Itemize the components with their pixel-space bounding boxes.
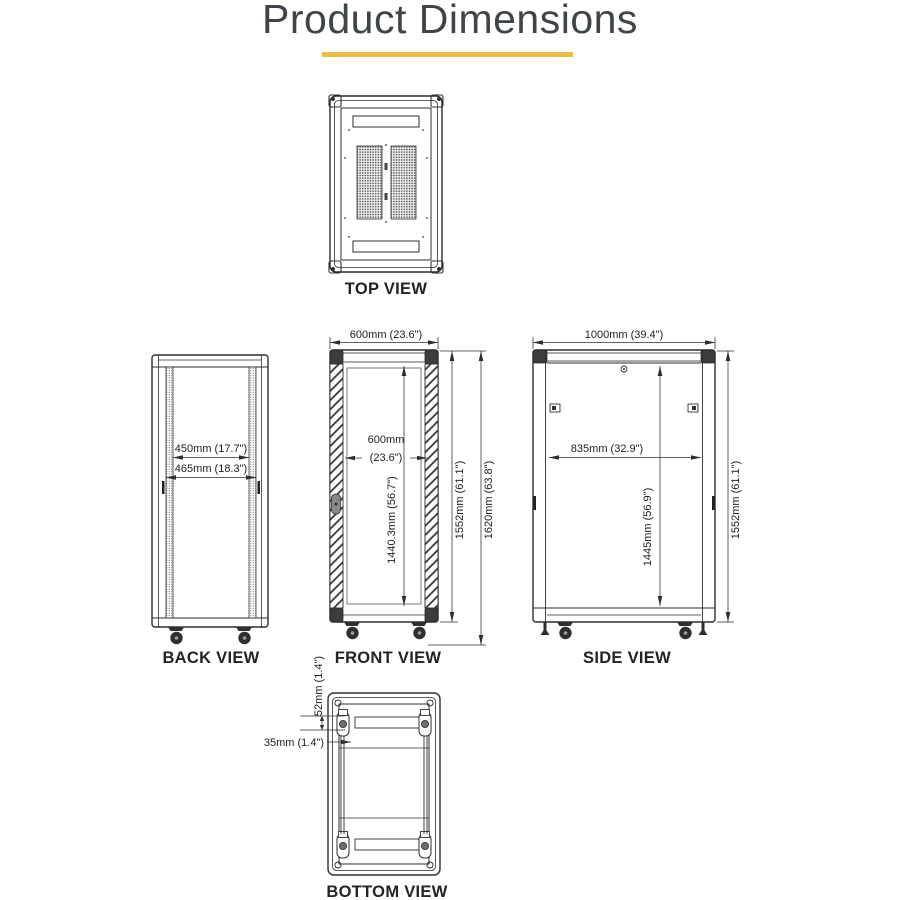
bottom-view-caster-bottom-right <box>419 832 431 859</box>
side-view-dim-inner-height-text: 1445mm (56.9") <box>642 487 654 567</box>
back-view-label: BACK VIEW <box>162 649 260 667</box>
front-view-dim-inner-width-text1: 600mm <box>367 434 405 446</box>
back-view-handle-left <box>162 481 165 494</box>
front-view-dim-overall-width-text: 600mm (23.6") <box>349 329 423 341</box>
top-view-label: TOP VIEW <box>344 280 428 298</box>
top-view <box>329 95 443 298</box>
side-view-foot-right <box>699 622 708 635</box>
back-view-rail-left <box>166 367 173 618</box>
back-view-dim-inner-width-text: 450mm (17.7") <box>174 443 248 455</box>
front-view-dim-body-height-text: 1552mm (61.1") <box>454 460 466 540</box>
side-view-vent-hole <box>621 366 627 372</box>
front-view-post-right <box>425 364 438 608</box>
bottom-view-caster-top-left <box>337 710 349 737</box>
side-view <box>533 329 742 667</box>
side-view-dim-body-height <box>717 351 742 622</box>
back-view-rail-right <box>249 367 256 618</box>
side-view-dim-overall-depth <box>533 329 715 349</box>
side-view-caster-right <box>677 622 693 639</box>
side-view-foot-left <box>541 622 550 635</box>
side-view-dim-inner-depth-text: 835mm (32.9") <box>570 443 644 455</box>
bottom-view-caster-top-right <box>419 710 431 737</box>
bottom-view <box>264 656 448 900</box>
bottom-view-label: BOTTOM VIEW <box>326 883 448 900</box>
front-view-dim-body-height <box>440 351 486 622</box>
side-view-caster-left <box>557 622 573 639</box>
side-view-body <box>533 350 715 622</box>
front-view-caster-left <box>344 622 360 639</box>
front-view-caster-right <box>411 622 427 639</box>
side-view-dim-overall-depth-text: 1000mm (39.4") <box>584 329 664 341</box>
bottom-view-caster-bottom-left <box>337 832 349 859</box>
back-view <box>152 355 268 667</box>
top-view-frame <box>329 95 443 273</box>
front-view-dim-overall-width <box>330 329 438 349</box>
top-view-vent-right <box>391 146 416 219</box>
back-view-handle-right <box>258 481 261 494</box>
bottom-view-dim-rail-width-text: 35mm (1.4") <box>263 737 324 749</box>
front-view-dim-inner-width-text2: (23.6") <box>369 452 403 464</box>
front-view-dim-inner-height-text: 1440.3mm (56.7") <box>386 476 398 564</box>
back-view-dim-outer-width-text: 465mm (18.3") <box>174 463 248 475</box>
front-view <box>330 329 495 667</box>
side-view-label: SIDE VIEW <box>583 649 671 667</box>
page-title: Product Dimensions <box>262 0 638 42</box>
side-view-dim-body-height-text: 1552mm (61.1") <box>730 460 742 540</box>
side-view-handle-left <box>534 496 537 510</box>
side-view-handle-right <box>712 496 715 510</box>
back-view-caster-right <box>236 627 252 644</box>
top-view-vent-left <box>357 146 382 219</box>
front-view-label: FRONT VIEW <box>334 649 442 667</box>
front-view-door-lock <box>332 494 341 514</box>
front-view-body <box>330 350 438 622</box>
front-view-post-left <box>330 364 343 608</box>
front-view-dim-overall-height-text: 1620mm (63.8") <box>483 460 495 540</box>
bottom-view-dim-caster-height-text: 52mm (1.4") <box>313 655 325 717</box>
back-view-caster-left <box>168 627 184 644</box>
